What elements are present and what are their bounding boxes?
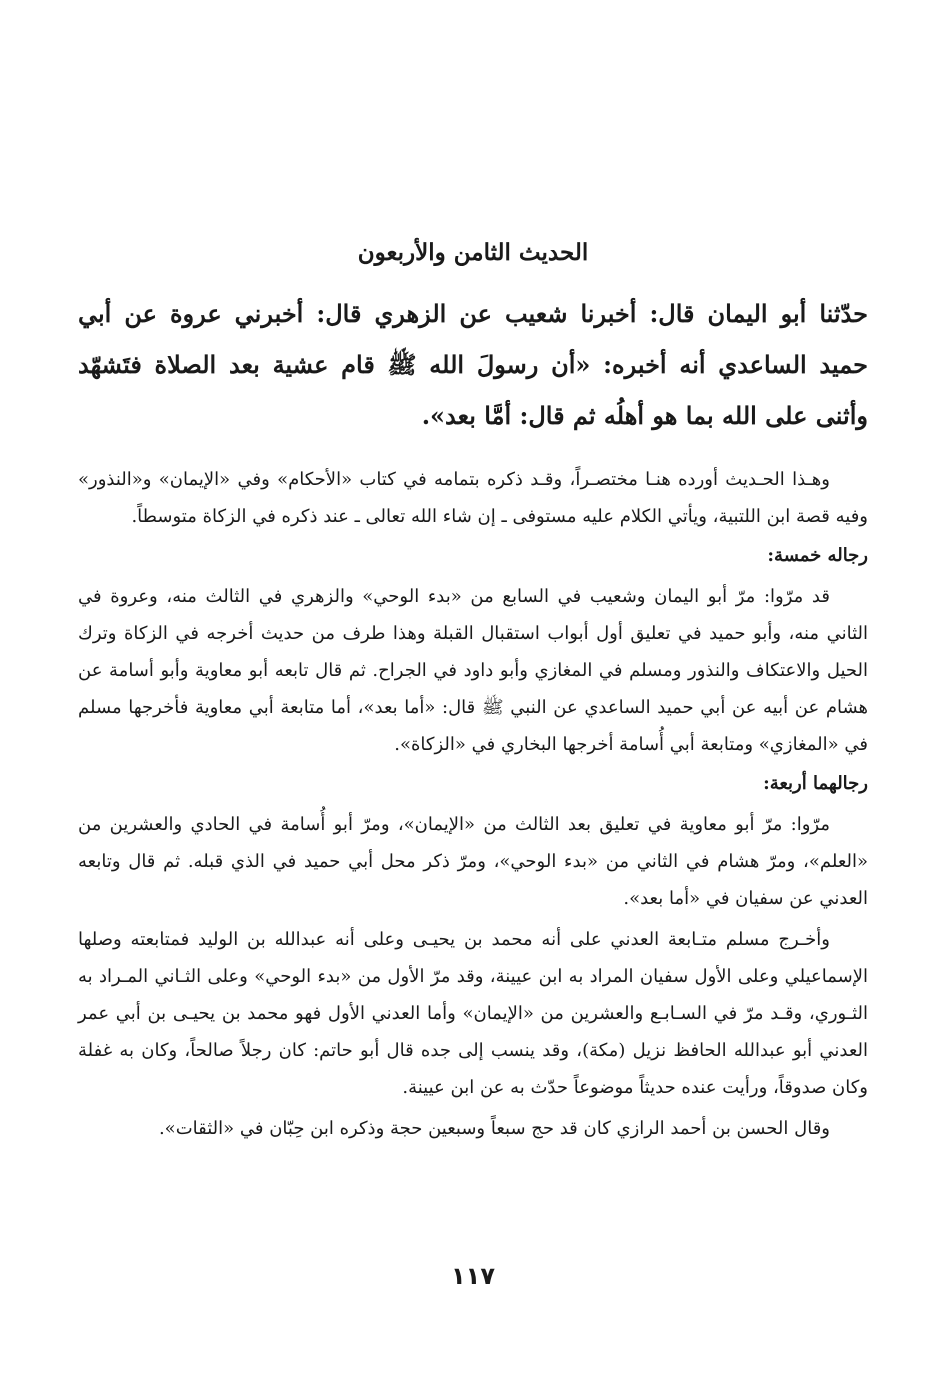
commentary-intro: وهـذا الحـديث أورده هنـا مختصـراً، وقـد ذكره بتمامه في كتاب «الأحكام» وفي «الإيمان» و«النذور» وفيه قصة ابن اللتبية، ويأتي الكلام عليه مستوفى ـ إن شاء الله تعالى ـ عند ذكره في الزكاة متوسطاً. [78,468,868,527]
rijaluhuma-paragraph: مرّوا: مرّ أبو معاوية في تعليق بعد الثالث من «الإيمان»، ومرّ أبو أُسامة في الحادي والعشرين من «العلم»، ومرّ هشام في الثاني من «بدء الوحي»، ومرّ ذكر محل أبي حميد في الذي قبله. ثم قال وتابعه العدني عن سفيان في «أما بعد». [78,813,868,909]
hasan-paragraph: وقال الحسن بن أحمد الرازي كان قد حج سبعاً وسبعين حجة وذكره ابن حِبّان في «الثقات». [158,1117,830,1139]
page-number: ١١٧ [451,1262,495,1290]
rijal-heading: رجاله خمسة: [767,544,868,566]
page-body [78,238,868,1147]
hadith-text: حدّثنا أبو اليمان قال: أخبرنا شعيب عن الزهري قال: أخبرني عروة عن أبي حميد الساعدي أنه أخبره: «أن رسولَ الله ﷺ قام عشية بعد الصلاة فتَشهّد وأثنى على الله بما هو أهلُه ثم قال: أمَّا بعد». [78,298,868,430]
chapter-title: الحديث الثامن والأربعون [357,239,589,266]
muslim-paragraph: وأخـرج مسلم متـابعة العدني على أنه محمد بن يحيـى وعلى أنه عبدالله بن الوليد فمتابعته وصلها الإسماعيلي وعلى الأول سفيان المراد به ابن عيينة، وقد مرّ الأول من «بدء الوحي» وعلى الثـاني المـراد به الثـوري، وقـد مرّ في السـابـع والعشرين من «الإيمان» وأما العدني الأول فهو محمد بن يحيـى بن أبي عمر العدني أبو عبدالله الحافظ نزيل (مكة)، وقد ينسب إلى جده قال أبو حاتم: كان رجلاً صالحاً، وكان به غفلة وكان صدوقاً، ورأيت عنده حديثاً موضوعاً حدّث به عن ابن عيينة. [78,928,868,1098]
rijal-paragraph: قد مرّوا: مرّ أبو اليمان وشعيب في السابع من «بدء الوحي» والزهري في الثالث منه، وعروة في الثاني منه، وأبو حميد في تعليق أول أبواب استقبال القبلة وهذا طرف من حديث أخرجه في الزكاة وترك الحيل والاعتكاف والنذور ومسلم في المغازي وأبو داود في الجراح. ثم قال تابعه أبو معاوية وأبو أسامة عن هشام عن أبيه عن أبي حميد الساعدي عن النبي ﷺ قال: «أما بعد»، أما متابعة أبي معاوية فأخرجها مسلم في «المغازي» ومتابعة أبي أُسامة أخرجها البخاري في «الزكاة». [78,585,868,755]
rijaluhuma-heading: رجالهما أربعة: [763,772,868,794]
